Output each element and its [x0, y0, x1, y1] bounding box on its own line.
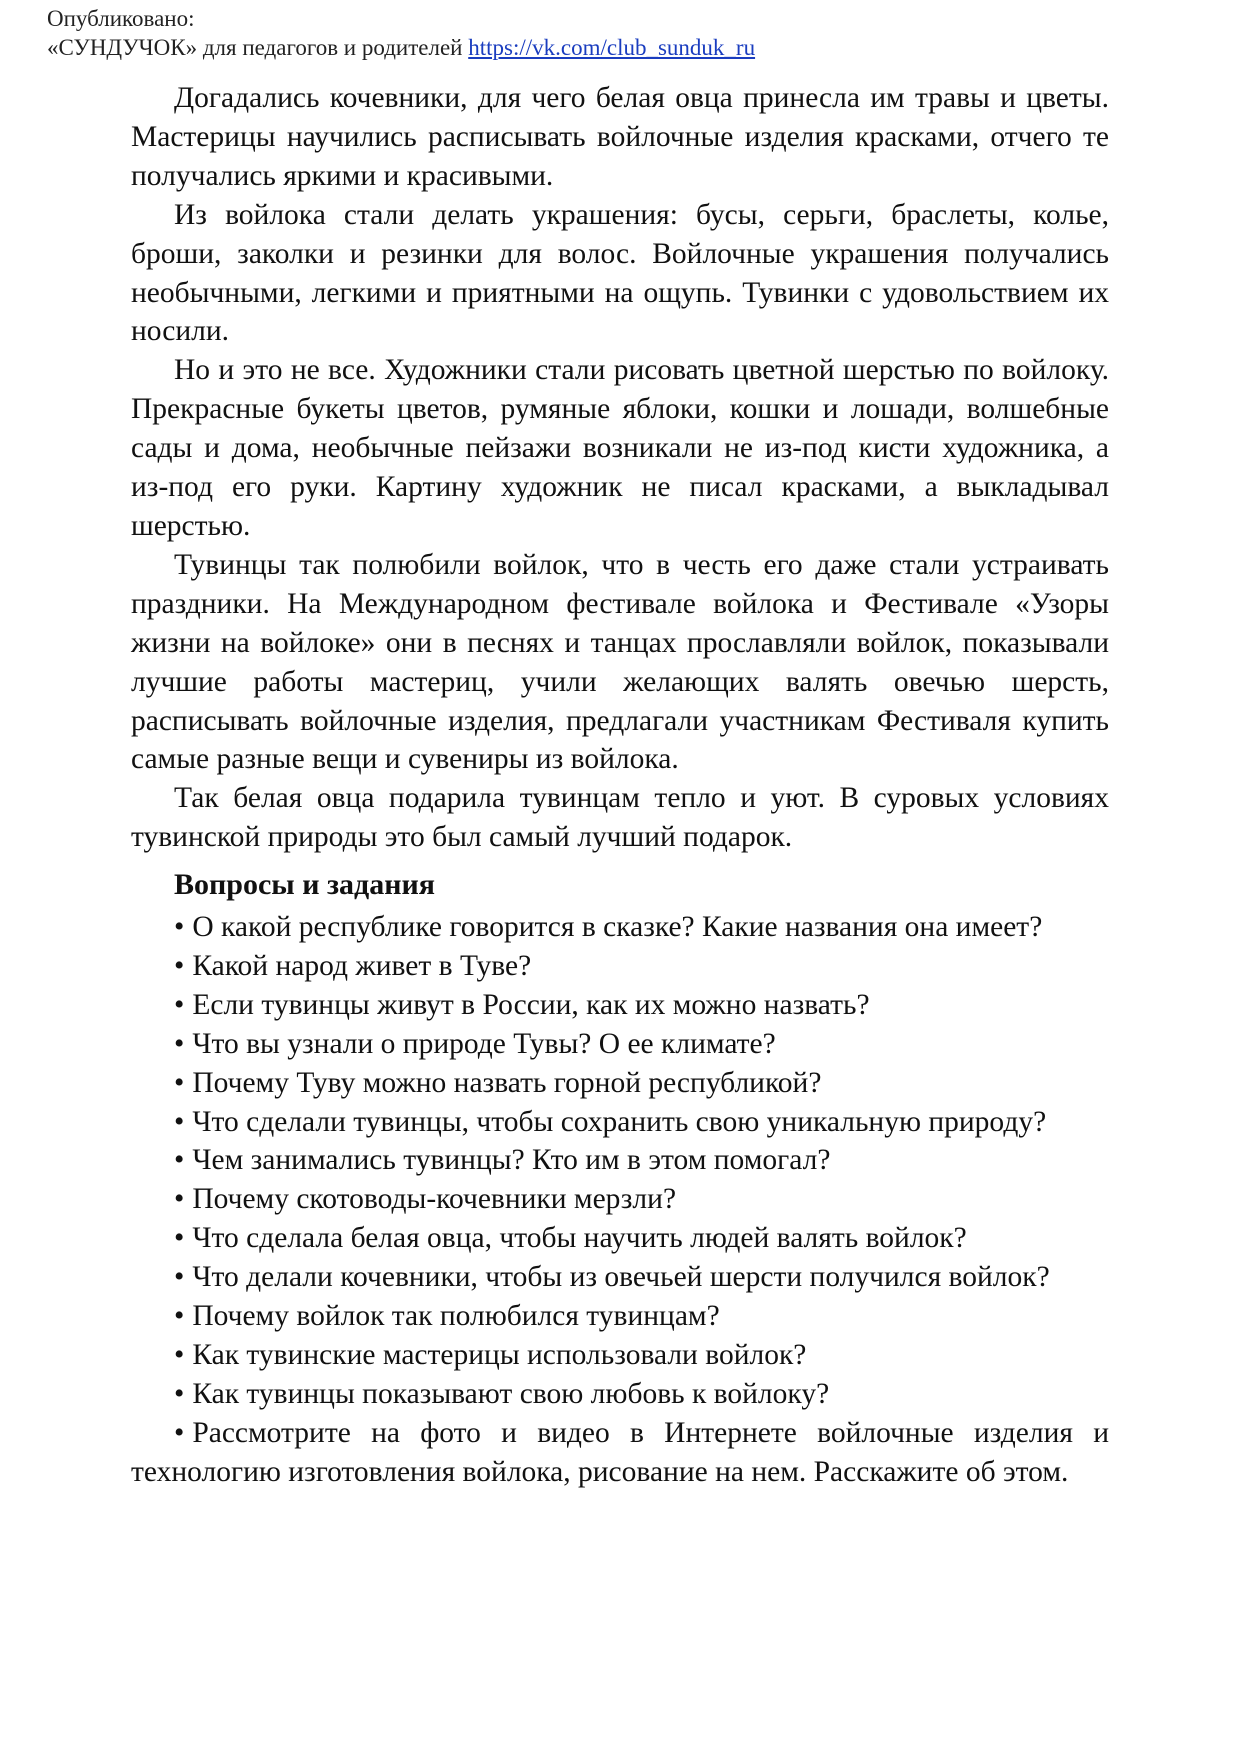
question-item — [131, 908, 1109, 947]
vk-club-link[interactable]: https://vk.com/club_sunduk_ru — [468, 35, 756, 60]
question-text: Какой народ живет в Туве? — [192, 949, 532, 982]
question-item — [131, 1414, 1109, 1492]
question-text: Как тувинские мастерицы использовали войлок? — [192, 1339, 807, 1371]
question-text: Почему скотоводы-кочевники мерзли? — [192, 1183, 677, 1216]
publisher-line — [47, 33, 755, 62]
question-text: Как тувинцы показывают свою любовь к войлоку? — [192, 1377, 830, 1410]
paragraph-3: Но и это не все. Художники стали рисовать цветной шерстью по войлоку. Прекрасные букеты цветов, румяные яблоки, кошки и лошади, волшебные сады и дома, необычные пейзажи возникали не из-под кисти художника, а из-под его руки. Картину художник не писал красками, а выкладывал шерстью. — [131, 354, 1109, 542]
bullet-icon: • — [174, 1261, 185, 1294]
bullet-icon: • — [174, 949, 185, 982]
question-text: Что вы узнали о природе Тувы? О ее климате? — [192, 1027, 776, 1060]
paragraph-4: Тувинцы так полюбили войлок, что в честь его даже стали устраивать праздники. На Международном фестивале войлока и Фестивале «Узоры жизни на войлоке» они в песнях и танцах прославляли войлок, показывали лучшие работы мастериц, учили желающих валять овечью шерсть, расписывать войлочные изделия, предлагали участникам Фестиваля купить самые разные вещи и сувениры из войлока. — [131, 548, 1109, 776]
question-text: Почему войлок так полюбился тувинцам? — [192, 1300, 720, 1333]
bullet-icon: • — [174, 1222, 185, 1255]
paragraph-1: Догадались кочевники, для чего белая овца принесла им травы и цветы. Мастерицы научились расписывать войлочные изделия красками, отчего те получались яркими и красивыми. — [131, 82, 1109, 192]
question-text: Что делали кочевники, чтобы из овечьей шерсти получился войлок? — [192, 1261, 1050, 1294]
question-text: Если тувинцы живут в России, как их можно назвать? — [192, 988, 870, 1021]
bullet-icon: • — [174, 1144, 185, 1177]
paragraph-5: Так белая овца подарила тувинцам тепло и уют. В суровых условиях тувинской природы это был самый лучший подарок. — [131, 782, 1109, 854]
question-item — [131, 1375, 1109, 1414]
published-label: Опубликовано: — [47, 6, 195, 31]
publisher-text: «СУНДУЧОК» для педагогов и родителей — [47, 35, 469, 60]
question-item — [131, 1180, 1109, 1219]
question-item — [131, 1141, 1109, 1180]
question-item — [131, 1258, 1109, 1297]
bullet-icon: • — [174, 1066, 185, 1099]
publication-header — [47, 4, 755, 62]
question-text: О какой республике говорится в сказке? Какие названия она имеет? — [192, 911, 1043, 944]
bullet-icon: • — [174, 988, 185, 1021]
bullet-icon: • — [174, 1027, 185, 1060]
paragraph-2: Из войлока стали делать украшения: бусы, серьги, браслеты, колье, броши, заколки и резинки для волос. Войлочные украшения получались необычными, легкими и приятными на ощупь. Тувинки с удовольствием их носили. — [131, 198, 1109, 348]
question-item — [131, 1025, 1109, 1064]
page-content — [131, 79, 1109, 1492]
bullet-icon: • — [174, 1183, 185, 1216]
question-item — [131, 986, 1109, 1025]
question-item — [131, 1064, 1109, 1103]
question-item — [131, 1219, 1109, 1258]
question-text: Рассмотрите на фото и видео в Интернете войлочные изделия и технологию изготовления войлока, рисование на нем. Расскажите об этом. — [131, 1416, 1109, 1488]
questions-list — [131, 908, 1109, 1492]
questions-heading: Вопросы и задания — [174, 868, 436, 902]
question-item — [131, 947, 1109, 986]
question-text: Чем занимались тувинцы? Кто им в этом помогал? — [192, 1144, 831, 1177]
question-text: Почему Туву можно назвать горной республикой? — [192, 1066, 822, 1099]
bullet-icon: • — [174, 1416, 185, 1449]
question-item — [131, 1336, 1109, 1375]
question-text: Что сделали тувинцы, чтобы сохранить свою уникальную природу? — [192, 1105, 1047, 1138]
bullet-icon: • — [174, 1377, 185, 1410]
bullet-icon: • — [174, 1300, 185, 1333]
bullet-icon: • — [174, 1105, 185, 1138]
question-item — [131, 1103, 1109, 1142]
bullet-icon: • — [174, 911, 185, 944]
question-item — [131, 1297, 1109, 1336]
bullet-icon: • — [174, 1339, 185, 1371]
question-text: Что сделала белая овца, чтобы научить людей валять войлок? — [192, 1222, 967, 1255]
